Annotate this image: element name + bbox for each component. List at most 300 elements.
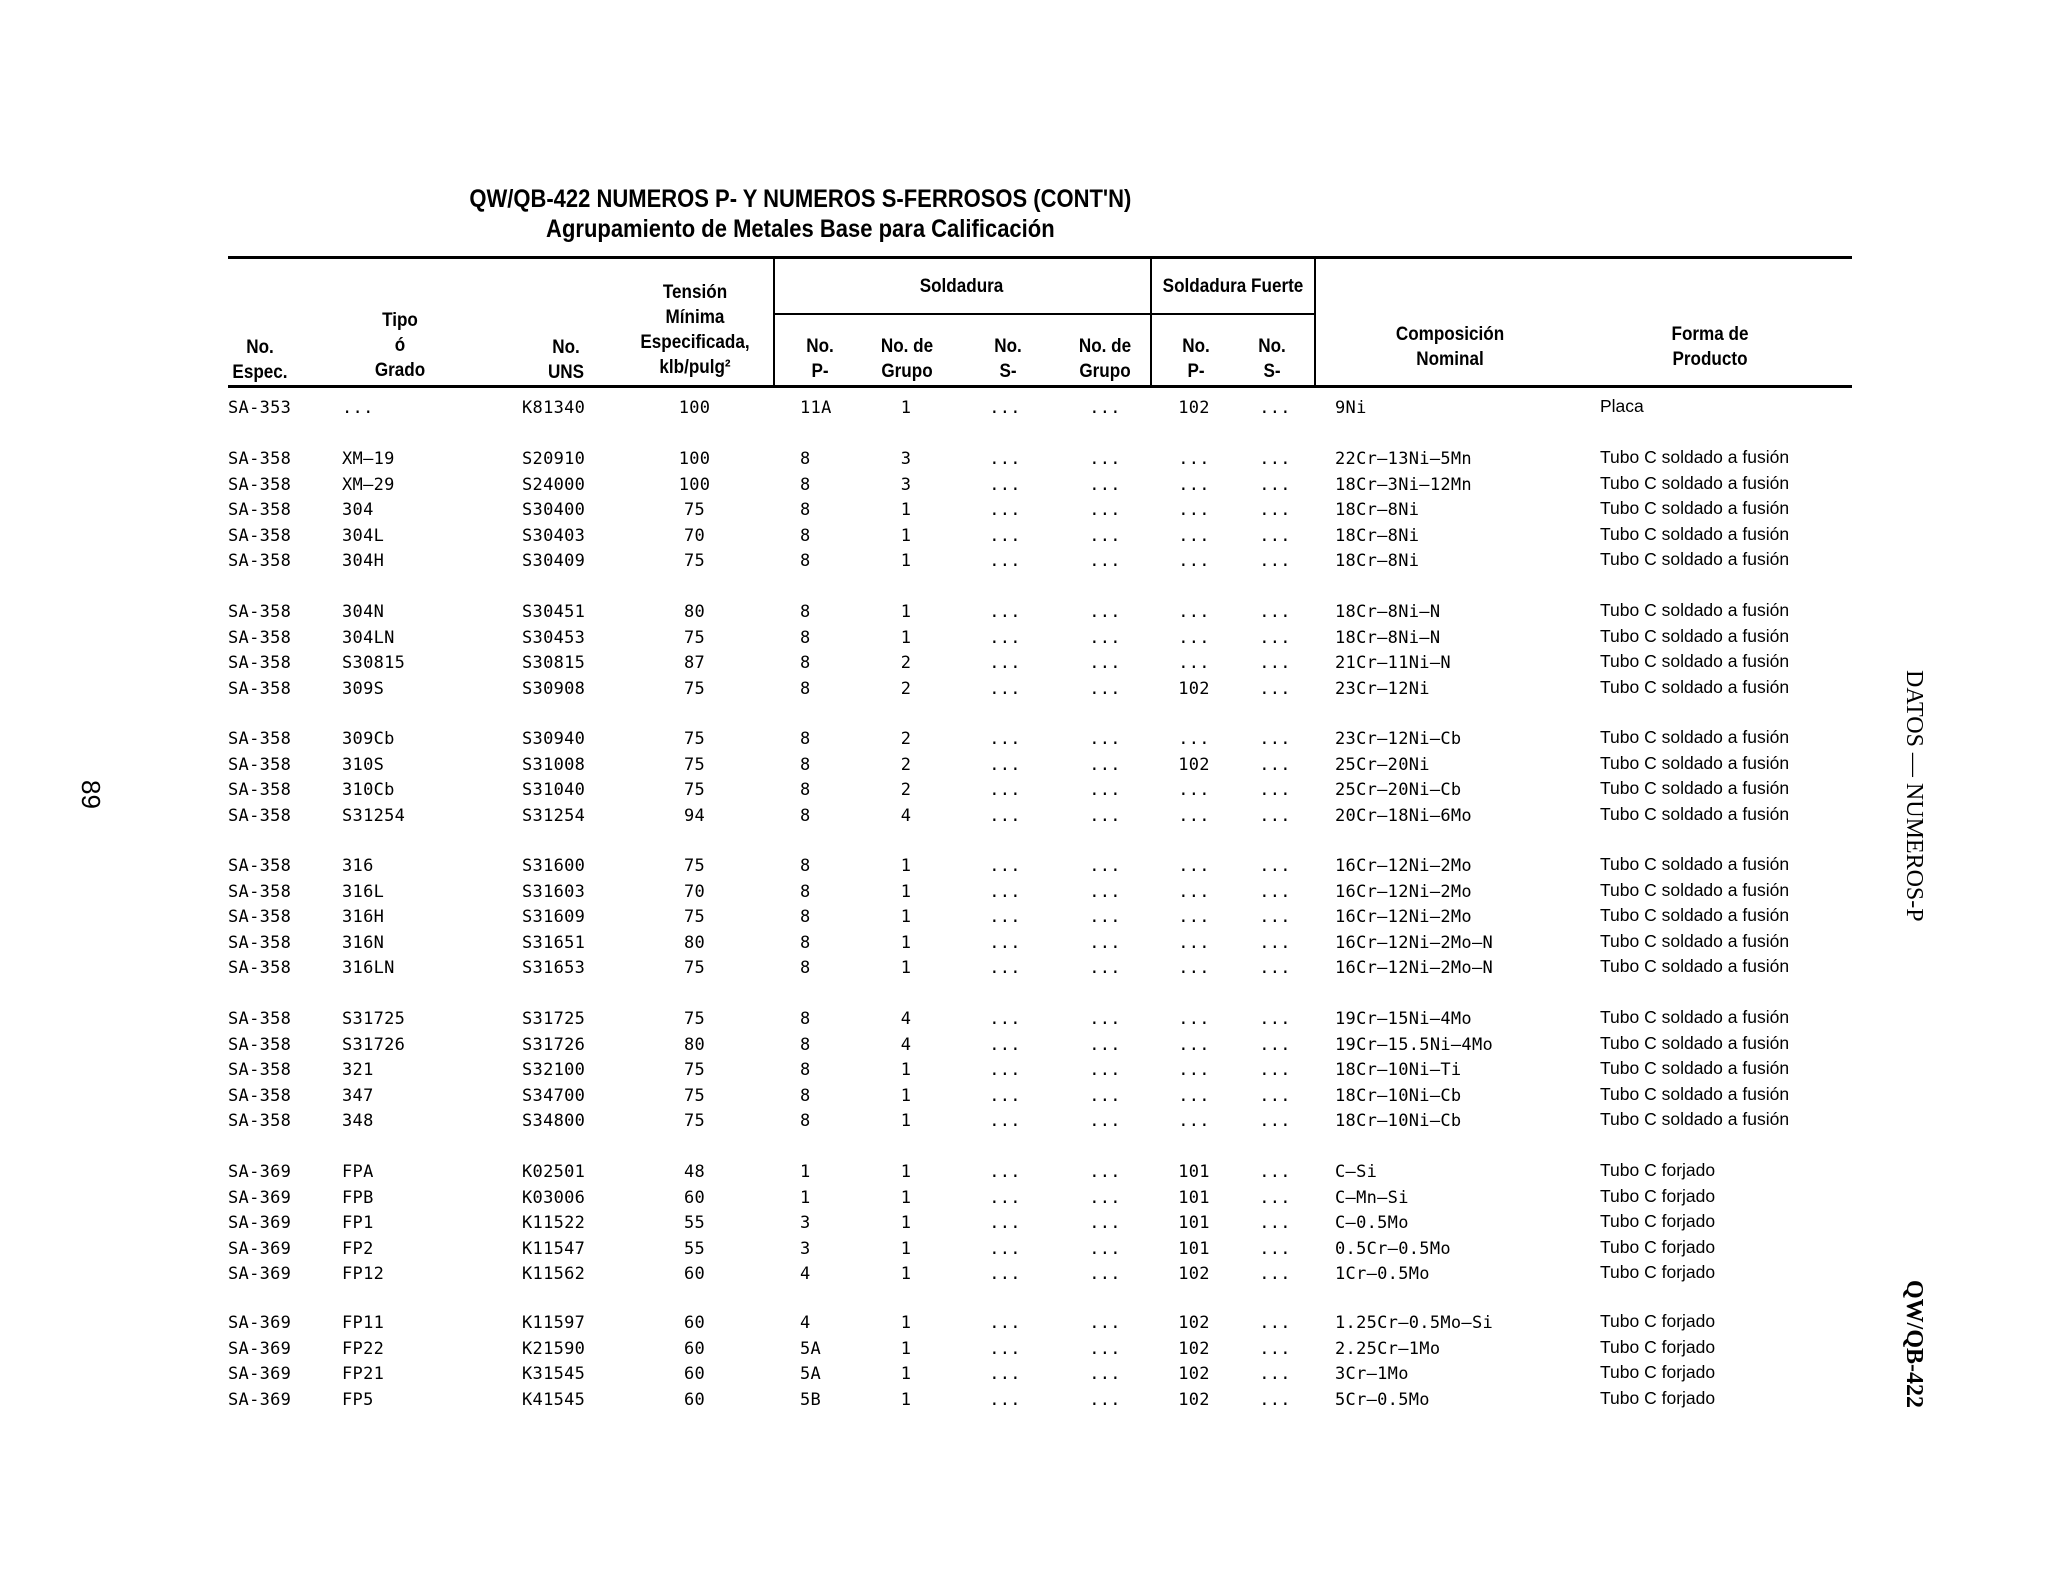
cell-tension: 60 (683, 1264, 706, 1284)
cell-composicion: 18Cr–8Ni (1335, 500, 1420, 520)
cell-weld-p: 8 (800, 1034, 811, 1055)
cell-weld-grupo: 1 (900, 1338, 912, 1359)
cell-tipo: FPB (342, 1187, 374, 1208)
cell-tension: 75 (683, 678, 706, 699)
cell-tension: 75 (683, 958, 706, 978)
cell-uns: K41545 (522, 1389, 586, 1410)
cell-forma: Tubo C forjado (1600, 1336, 1716, 1357)
cell-weld-s: ... (989, 1060, 1021, 1080)
cell-weld-s-grupo: ... (1089, 958, 1121, 978)
cell-forma: Tubo C soldado a fusión (1600, 549, 1790, 569)
cell-weld-s-grupo: ... (1089, 602, 1121, 622)
cell-spec: SA-358 (228, 881, 292, 902)
cell-braze-s: ... (1259, 754, 1291, 775)
cell-braze-s: ... (1259, 881, 1291, 902)
cell-composicion: 25Cr–20Ni (1335, 754, 1430, 775)
cell-composicion: 2.25Cr–1Mo (1335, 1338, 1441, 1359)
header-braze-s: No. S- (1258, 336, 1286, 382)
cell-weld-s-grupo: ... (1089, 1034, 1121, 1055)
cell-braze-s: ... (1259, 1238, 1291, 1259)
cell-spec: SA-369 (228, 1364, 292, 1384)
cell-braze-p: ... (1178, 653, 1210, 673)
cell-tipo: 310S (342, 754, 385, 775)
cell-braze-p: ... (1178, 525, 1210, 546)
cell-spec: SA-369 (228, 1338, 292, 1359)
cell-forma: Tubo C soldado a fusión (1600, 778, 1790, 798)
cell-weld-p: 3 (800, 1213, 811, 1233)
cell-braze-s: ... (1259, 1364, 1291, 1384)
cell-weld-grupo: 2 (900, 653, 912, 673)
cell-weld-s: ... (989, 525, 1021, 546)
cell-weld-s: ... (989, 1187, 1021, 1208)
header-weld-p: No. P- (806, 336, 834, 382)
cell-weld-p: 8 (800, 958, 811, 978)
cell-tension: 87 (683, 653, 706, 673)
cell-tension: 100 (678, 474, 711, 495)
cell-braze-s: ... (1259, 398, 1291, 418)
cell-weld-s: ... (989, 474, 1021, 495)
cell-uns: K81340 (522, 398, 586, 418)
cell-tension: 75 (683, 1085, 706, 1106)
cell-tipo: FPA (342, 1162, 374, 1182)
cell-spec: SA-369 (228, 1162, 292, 1182)
soldadura-left-rule (773, 258, 775, 387)
cell-forma: Tubo C soldado a fusión (1600, 1058, 1790, 1078)
cell-forma: Tubo C soldado a fusión (1600, 625, 1790, 646)
cell-composicion: 23Cr–12Ni (1335, 678, 1430, 699)
cell-weld-s-grupo: ... (1089, 1264, 1121, 1284)
cell-tipo: FP1 (342, 1213, 374, 1233)
cell-weld-s-grupo: ... (1089, 1213, 1121, 1233)
cell-weld-grupo: 1 (900, 1187, 912, 1208)
cell-braze-s: ... (1259, 932, 1291, 953)
cell-weld-s: ... (989, 1213, 1021, 1233)
cell-forma: Tubo C forjado (1600, 1387, 1716, 1408)
cell-weld-p: 8 (800, 678, 811, 699)
cell-tension: 75 (683, 856, 706, 876)
cell-spec: SA-358 (228, 805, 292, 826)
cell-braze-s: ... (1259, 627, 1291, 648)
cell-uns: S30400 (522, 500, 586, 520)
cell-weld-grupo: 2 (900, 780, 912, 800)
cell-tipo: FP2 (342, 1238, 374, 1259)
cell-weld-s-grupo: ... (1089, 551, 1121, 571)
cell-composicion: 18Cr–10Ni–Ti (1335, 1060, 1462, 1080)
cell-tension: 60 (683, 1313, 706, 1333)
cell-tension: 94 (683, 805, 706, 826)
cell-tension: 75 (683, 729, 706, 749)
cell-tension: 60 (683, 1389, 706, 1410)
side-label-code: QW/QB-422 (1901, 1280, 1927, 1409)
cell-tipo: 316 (342, 856, 374, 876)
cell-braze-s: ... (1259, 1213, 1291, 1233)
cell-tipo: 304LN (342, 627, 395, 648)
cell-uns: S30940 (522, 729, 586, 749)
cell-weld-grupo: 1 (900, 627, 912, 648)
cell-forma: Tubo C soldado a fusión (1600, 447, 1790, 467)
cell-braze-p: ... (1178, 1060, 1210, 1080)
cell-weld-s: ... (989, 881, 1021, 902)
cell-composicion: 19Cr–15.5Ni–4Mo (1335, 1034, 1494, 1055)
cell-weld-s-grupo: ... (1089, 754, 1121, 775)
cell-composicion: 18Cr–8Ni–N (1335, 602, 1441, 622)
cell-weld-s-grupo: ... (1089, 1364, 1121, 1384)
cell-braze-s: ... (1259, 1060, 1291, 1080)
cell-braze-p: ... (1178, 551, 1210, 571)
cell-tension: 48 (683, 1162, 706, 1182)
cell-spec: SA-358 (228, 627, 292, 648)
cell-weld-s-grupo: ... (1089, 1389, 1121, 1410)
cell-braze-s: ... (1259, 449, 1291, 469)
soldadura-right-rule (1150, 258, 1152, 387)
cell-tension: 55 (683, 1238, 706, 1259)
cell-weld-grupo: 1 (900, 1389, 912, 1410)
cell-weld-s: ... (989, 1264, 1021, 1284)
cell-tipo: 316N (342, 932, 385, 953)
cell-forma: Placa (1600, 396, 1644, 416)
cell-spec: SA-358 (228, 1085, 292, 1106)
cell-braze-p: ... (1178, 729, 1210, 749)
cell-weld-p: 8 (800, 500, 811, 520)
cell-spec: SA-369 (228, 1313, 292, 1333)
cell-weld-s-grupo: ... (1089, 398, 1121, 418)
cell-weld-grupo: 1 (900, 1060, 912, 1080)
cell-weld-p: 8 (800, 856, 811, 876)
header-weld-s: No. S- (994, 336, 1022, 382)
cell-weld-p: 1 (800, 1162, 811, 1182)
cell-weld-s: ... (989, 602, 1021, 622)
cell-weld-grupo: 1 (900, 551, 912, 571)
cell-weld-grupo: 1 (900, 856, 912, 876)
cell-weld-p: 8 (800, 780, 811, 800)
cell-weld-grupo: 1 (900, 500, 912, 520)
cell-tension: 75 (683, 754, 706, 775)
cell-braze-p: 102 (1178, 1338, 1210, 1359)
cell-uns: S30815 (522, 653, 586, 673)
cell-braze-p: 102 (1178, 1313, 1210, 1333)
cell-uns: K31545 (522, 1364, 586, 1384)
cell-braze-p: ... (1178, 805, 1210, 826)
header-weld-s-grupo: No. de Grupo (1078, 336, 1132, 382)
cell-spec: SA-358 (228, 856, 292, 876)
cell-forma: Tubo C soldado a fusión (1600, 472, 1790, 493)
cell-uns: S31609 (522, 907, 586, 927)
header-composicion: Composición Nominal (1395, 324, 1505, 370)
header-braze-p: No. P- (1182, 336, 1210, 382)
cell-weld-s: ... (989, 1338, 1021, 1359)
cell-uns: S20910 (522, 449, 586, 469)
cell-uns: K21590 (522, 1338, 586, 1359)
cell-uns: K11597 (522, 1313, 586, 1333)
cell-weld-s: ... (989, 678, 1021, 699)
cell-spec: SA-369 (228, 1213, 292, 1233)
cell-weld-s: ... (989, 1364, 1021, 1384)
cell-uns: S31040 (522, 780, 586, 800)
cell-braze-s: ... (1259, 907, 1291, 927)
cell-composicion: 18Cr–8Ni–N (1335, 627, 1441, 648)
cell-composicion: 25Cr–20Ni–Cb (1335, 780, 1462, 800)
cell-tipo: 309S (342, 678, 385, 699)
cell-braze-s: ... (1259, 805, 1291, 826)
cell-tipo: 316LN (342, 958, 395, 978)
cell-tipo: FP11 (342, 1313, 385, 1333)
cell-uns: S31600 (522, 856, 586, 876)
cell-forma: Tubo C forjado (1600, 1211, 1716, 1231)
cell-spec: SA-358 (228, 449, 292, 469)
cell-braze-p: ... (1178, 449, 1210, 469)
cell-weld-grupo: 1 (900, 1364, 912, 1384)
cell-weld-s: ... (989, 653, 1021, 673)
cell-weld-s-grupo: ... (1089, 525, 1121, 546)
cell-weld-p: 8 (800, 602, 811, 622)
cell-braze-p: ... (1178, 907, 1210, 927)
cell-weld-p: 5A (800, 1364, 822, 1384)
cell-composicion: 16Cr–12Ni–2Mo–N (1335, 932, 1494, 953)
cell-weld-p: 8 (800, 1060, 811, 1080)
cell-uns: S30451 (522, 602, 586, 622)
cell-weld-p: 8 (800, 729, 811, 749)
cell-weld-s-grupo: ... (1089, 729, 1121, 749)
cell-uns: S31603 (522, 881, 586, 902)
cell-uns: K11547 (522, 1238, 586, 1259)
cell-forma: Tubo C forjado (1600, 1185, 1716, 1206)
cell-composicion: C–0.5Mo (1335, 1213, 1409, 1233)
cell-composicion: 0.5Cr–0.5Mo (1335, 1238, 1451, 1259)
cell-uns: S34800 (522, 1111, 586, 1131)
cell-weld-s: ... (989, 932, 1021, 953)
cell-composicion: 16Cr–12Ni–2Mo–N (1335, 958, 1494, 978)
cell-composicion: C–Si (1335, 1162, 1378, 1182)
header-forma-producto: Forma de Producto (1671, 324, 1749, 370)
cell-weld-s-grupo: ... (1089, 1238, 1121, 1259)
cell-braze-p: ... (1178, 856, 1210, 876)
cell-braze-s: ... (1259, 1009, 1291, 1029)
cell-composicion: 1.25Cr–0.5Mo–Si (1335, 1313, 1494, 1333)
cell-forma: Tubo C soldado a fusión (1600, 1109, 1790, 1129)
cell-weld-s-grupo: ... (1089, 881, 1121, 902)
cell-tension: 70 (683, 881, 706, 902)
cell-weld-p: 4 (800, 1264, 811, 1284)
cell-forma: Tubo C forjado (1600, 1262, 1716, 1282)
cell-forma: Tubo C soldado a fusión (1600, 523, 1790, 544)
cell-weld-s: ... (989, 1313, 1021, 1333)
cell-tipo: FP12 (342, 1264, 385, 1284)
cell-composicion: C–Mn–Si (1335, 1187, 1409, 1208)
cell-braze-p: 102 (1178, 1364, 1210, 1384)
cell-weld-s-grupo: ... (1089, 1338, 1121, 1359)
cell-uns: K11522 (522, 1213, 586, 1233)
cell-spec: SA-369 (228, 1264, 292, 1284)
cell-braze-s: ... (1259, 958, 1291, 978)
cell-spec: SA-358 (228, 780, 292, 800)
cell-braze-s: ... (1259, 856, 1291, 876)
cell-weld-p: 4 (800, 1313, 811, 1333)
cell-braze-p: 102 (1178, 754, 1210, 775)
cell-braze-p: ... (1178, 881, 1210, 902)
cell-weld-grupo: 2 (900, 729, 912, 749)
cell-weld-s: ... (989, 1389, 1021, 1410)
cell-uns: S31008 (522, 754, 586, 775)
cell-spec: SA-358 (228, 932, 292, 953)
cell-weld-grupo: 2 (900, 754, 912, 775)
cell-weld-grupo: 1 (900, 1085, 912, 1106)
cell-braze-p: ... (1178, 627, 1210, 648)
cell-tipo: S31726 (342, 1034, 406, 1055)
cell-tension: 55 (683, 1213, 706, 1233)
top-rule (228, 256, 1852, 259)
cell-tipo: 304N (342, 602, 385, 622)
cell-weld-s-grupo: ... (1089, 1313, 1121, 1333)
cell-forma: Tubo C soldado a fusión (1600, 752, 1790, 773)
cell-weld-s: ... (989, 1111, 1021, 1131)
cell-forma: Tubo C soldado a fusión (1600, 930, 1790, 951)
cell-tension: 75 (683, 1009, 706, 1029)
cell-weld-s-grupo: ... (1089, 653, 1121, 673)
cell-forma: Tubo C soldado a fusión (1600, 879, 1790, 900)
cell-weld-s: ... (989, 500, 1021, 520)
header-bottom-rule (228, 385, 1852, 388)
cell-tension: 60 (683, 1338, 706, 1359)
cell-tipo: 316L (342, 881, 385, 902)
cell-spec: SA-358 (228, 474, 292, 495)
cell-weld-p: 8 (800, 653, 811, 673)
cell-weld-grupo: 4 (900, 1034, 912, 1055)
cell-tipo: 347 (342, 1085, 374, 1106)
cell-composicion: 16Cr–12Ni–2Mo (1335, 907, 1472, 927)
cell-weld-p: 8 (800, 551, 811, 571)
cell-spec: SA-358 (228, 551, 292, 571)
cell-composicion: 22Cr–13Ni–5Mn (1335, 449, 1472, 469)
cell-braze-p: 101 (1178, 1213, 1210, 1233)
cell-forma: Tubo C soldado a fusión (1600, 727, 1790, 747)
cell-weld-s-grupo: ... (1089, 1009, 1121, 1029)
cell-braze-s: ... (1259, 1389, 1291, 1410)
cell-spec: SA-358 (228, 958, 292, 978)
cell-tipo: FP22 (342, 1338, 385, 1359)
cell-spec: SA-358 (228, 500, 292, 520)
cell-tipo: S31725 (342, 1009, 406, 1029)
cell-uns: S31651 (522, 932, 586, 953)
cell-tipo: 321 (342, 1060, 374, 1080)
cell-weld-s: ... (989, 754, 1021, 775)
cell-uns: S24000 (522, 474, 586, 495)
cell-weld-s: ... (989, 805, 1021, 826)
cell-composicion: 19Cr–15Ni–4Mo (1335, 1009, 1472, 1029)
cell-tension: 60 (683, 1187, 706, 1208)
cell-spec: SA-358 (228, 602, 292, 622)
cell-tipo: 310Cb (342, 780, 395, 800)
cell-braze-p: ... (1178, 932, 1210, 953)
cell-tipo: 304 (342, 500, 374, 520)
cell-weld-grupo: 4 (900, 805, 912, 826)
cell-tipo: ... (342, 398, 374, 418)
cell-composicion: 1Cr–0.5Mo (1335, 1264, 1430, 1284)
cell-braze-p: ... (1178, 602, 1210, 622)
cell-braze-s: ... (1259, 1085, 1291, 1106)
cell-weld-p: 8 (800, 1111, 811, 1131)
cell-uns: S31254 (522, 805, 586, 826)
cell-composicion: 3Cr–1Mo (1335, 1364, 1409, 1384)
cell-braze-s: ... (1259, 551, 1291, 571)
fuerte-group-underline (1150, 313, 1314, 315)
cell-forma: Tubo C forjado (1600, 1362, 1716, 1382)
cell-forma: Tubo C soldado a fusión (1600, 956, 1790, 976)
cell-tipo: 316H (342, 907, 385, 927)
cell-weld-p: 5B (800, 1389, 822, 1410)
cell-spec: SA-358 (228, 1060, 292, 1080)
cell-forma: Tubo C soldado a fusión (1600, 498, 1790, 518)
cell-spec: SA-353 (228, 398, 292, 418)
cell-weld-grupo: 1 (900, 1213, 912, 1233)
cell-uns: K02501 (522, 1162, 586, 1182)
cell-tension: 75 (683, 500, 706, 520)
cell-spec: SA-358 (228, 678, 292, 699)
cell-weld-s-grupo: ... (1089, 932, 1121, 953)
cell-forma: Tubo C soldado a fusión (1600, 676, 1790, 697)
soldadura-group-underline (773, 313, 1150, 315)
cell-weld-p: 8 (800, 754, 811, 775)
cell-weld-grupo: 1 (900, 907, 912, 927)
cell-tension: 100 (678, 398, 711, 418)
cell-uns: S31725 (522, 1009, 586, 1029)
cell-braze-p: 102 (1178, 1264, 1210, 1284)
cell-spec: SA-358 (228, 907, 292, 927)
header-tension: Tensión Mínima Especificada, klb/pulg² (640, 282, 750, 378)
cell-weld-s: ... (989, 551, 1021, 571)
cell-tipo: 304H (342, 551, 385, 571)
cell-spec: SA-369 (228, 1187, 292, 1208)
cell-braze-s: ... (1259, 1187, 1291, 1208)
cell-weld-grupo: 1 (900, 398, 912, 418)
cell-weld-s-grupo: ... (1089, 856, 1121, 876)
cell-tension: 60 (683, 1364, 706, 1384)
cell-uns: S30453 (522, 627, 586, 648)
cell-weld-grupo: 1 (900, 602, 912, 622)
cell-weld-grupo: 1 (900, 958, 912, 978)
cell-tipo: FP5 (342, 1389, 374, 1410)
cell-weld-s: ... (989, 1034, 1021, 1055)
cell-braze-p: ... (1178, 1085, 1210, 1106)
cell-uns: K03006 (522, 1187, 586, 1208)
cell-weld-p: 1 (800, 1187, 811, 1208)
cell-braze-s: ... (1259, 729, 1291, 749)
cell-tipo: S30815 (342, 653, 406, 673)
cell-uns: S32100 (522, 1060, 586, 1080)
cell-braze-s: ... (1259, 1338, 1291, 1359)
cell-tipo: 309Cb (342, 729, 395, 749)
page-number: 89 (76, 780, 106, 809)
cell-weld-s: ... (989, 1009, 1021, 1029)
cell-tension: 80 (683, 602, 706, 622)
cell-weld-p: 8 (800, 805, 811, 826)
cell-tipo: 348 (342, 1111, 374, 1131)
cell-weld-s: ... (989, 449, 1021, 469)
cell-composicion: 21Cr–11Ni–N (1335, 653, 1451, 673)
cell-composicion: 23Cr–12Ni–Cb (1335, 729, 1462, 749)
cell-tipo: S31254 (342, 805, 406, 826)
header-no-espec: No. Espec. (232, 337, 288, 383)
cell-composicion: 5Cr–0.5Mo (1335, 1389, 1430, 1410)
cell-weld-s-grupo: ... (1089, 500, 1121, 520)
cell-braze-s: ... (1259, 653, 1291, 673)
cell-weld-s-grupo: ... (1089, 907, 1121, 927)
cell-weld-s-grupo: ... (1089, 1060, 1121, 1080)
cell-forma: Tubo C soldado a fusión (1600, 1007, 1790, 1027)
cell-braze-p: ... (1178, 780, 1210, 800)
cell-composicion: 16Cr–12Ni–2Mo (1335, 856, 1472, 876)
cell-forma: Tubo C forjado (1600, 1236, 1716, 1257)
cell-composicion: 18Cr–8Ni (1335, 525, 1420, 546)
